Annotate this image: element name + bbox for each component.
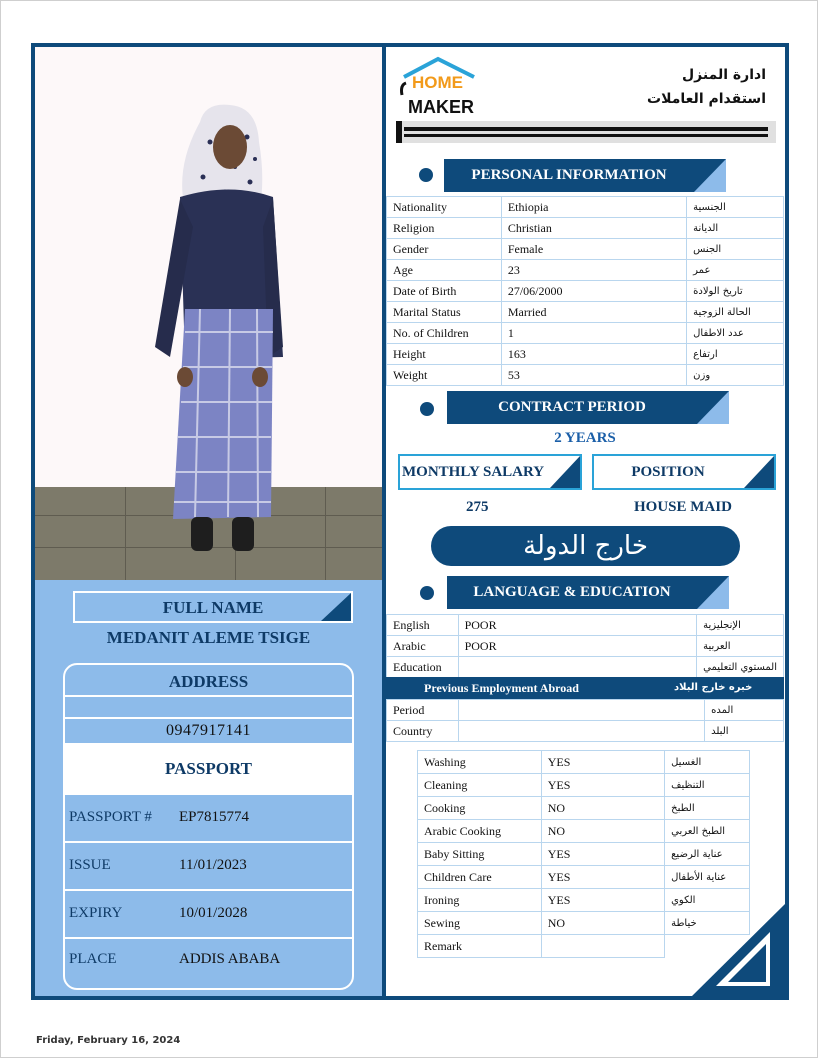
personal-info-row-label: Weight	[387, 365, 502, 386]
skill-row	[418, 774, 750, 797]
employment-row	[387, 721, 784, 742]
skill-row-label: Children Care	[418, 866, 542, 889]
monthly-salary-label: MONTHLY SALARY	[402, 464, 545, 480]
personal-info-row	[387, 323, 784, 344]
language-row-arabic: العربية	[697, 636, 784, 657]
phone-number: 0947917141	[166, 722, 251, 739]
contract-period-value: 2 YEARS	[554, 430, 616, 446]
personal-info-row	[387, 344, 784, 365]
employment-row-label: Period	[387, 700, 459, 721]
skill-row-value: NO	[541, 820, 664, 843]
personal-info-row	[387, 281, 784, 302]
abroad-badge: خارج الدولة	[431, 526, 740, 566]
expiry-label: EXPIRY	[69, 905, 123, 921]
language-row-arabic: المستوي التعليمي	[697, 657, 784, 678]
personal-info-row	[387, 239, 784, 260]
address-line	[65, 697, 352, 717]
skill-row	[418, 866, 750, 889]
passport-number-row	[65, 793, 352, 841]
expiry-value: 10/01/2028	[179, 905, 248, 921]
skill-row-value: YES	[541, 843, 664, 866]
remark-label: Remark	[418, 935, 542, 958]
personal-info-title: PERSONAL INFORMATION	[471, 167, 667, 183]
skill-row-label: Cleaning	[418, 774, 542, 797]
personal-info-row-value: 1	[501, 323, 686, 344]
logo-maker-text: MAKER	[408, 97, 474, 117]
employment-row-arabic: المده	[705, 700, 784, 721]
personal-info-row-label: Nationality	[387, 197, 502, 218]
personal-info-row-label: Date of Birth	[387, 281, 502, 302]
personal-info-row-arabic: تاريخ الولادة	[687, 281, 784, 302]
skill-row-arabic: الطبخ	[665, 797, 750, 820]
personal-info-row-label: Age	[387, 260, 502, 281]
personal-info-row-arabic: عدد الاطفال	[687, 323, 784, 344]
skill-row-label: Baby Sitting	[418, 843, 542, 866]
personal-info-row	[387, 260, 784, 281]
monthly-salary-box	[398, 454, 582, 490]
place-label: PLACE	[69, 951, 117, 967]
bullet-icon	[420, 402, 434, 416]
personal-info-row-arabic: الديانة	[687, 218, 784, 239]
language-row	[387, 657, 784, 678]
language-row-value: POOR	[458, 636, 697, 657]
contract-period-header	[447, 391, 729, 424]
skill-row-arabic: الطبخ العربي	[665, 820, 750, 843]
home-maker-logo	[398, 55, 478, 117]
personal-info-row-arabic: الجنسية	[687, 197, 784, 218]
employment-table	[386, 699, 784, 742]
skill-row-label: Washing	[418, 751, 542, 774]
employment-row-value	[458, 721, 704, 742]
personal-info-row	[387, 218, 784, 239]
header-rule	[396, 121, 776, 143]
personal-info-row-value: Married	[501, 302, 686, 323]
passport-number-value: EP7815774	[179, 809, 250, 825]
employment-row-arabic: البلد	[705, 721, 784, 742]
skill-row-arabic: الغسيل	[665, 751, 750, 774]
passport-issue-row	[65, 841, 352, 889]
skill-row-arabic: عناية الأطفال	[665, 866, 750, 889]
remark-value	[541, 935, 664, 958]
position-label: POSITION	[631, 464, 705, 480]
skill-row-value: YES	[541, 774, 664, 797]
personal-info-row-arabic: وزن	[687, 365, 784, 386]
personal-info-row-label: Gender	[387, 239, 502, 260]
previous-employment-title: Previous Employment Abroad	[424, 681, 579, 695]
personal-info-row	[387, 197, 784, 218]
employment-row-value	[458, 700, 704, 721]
language-row-value	[458, 657, 697, 678]
skill-row	[418, 820, 750, 843]
language-row-arabic: الإنجليزية	[697, 615, 784, 636]
language-row-label: Arabic	[387, 636, 459, 657]
full-name-label: FULL NAME	[162, 598, 264, 617]
personal-info-row-value: 163	[501, 344, 686, 365]
skill-row-arabic: التنظيف	[665, 774, 750, 797]
print-date: Friday, February 16, 2024	[36, 1035, 181, 1046]
full-name-header	[73, 591, 353, 623]
bullet-icon	[420, 586, 434, 600]
passport-place-row	[65, 937, 352, 990]
arabic-title-line2: استقدام العاملات	[647, 91, 766, 107]
position-box	[592, 454, 776, 490]
skill-row-label: Arabic Cooking	[418, 820, 542, 843]
logo-home-text: HOME	[412, 73, 463, 92]
personal-info-row-label: Height	[387, 344, 502, 365]
personal-info-row-arabic: الجنس	[687, 239, 784, 260]
skill-row-value: YES	[541, 889, 664, 912]
language-row-value: POOR	[458, 615, 697, 636]
skill-row-label: Cooking	[418, 797, 542, 820]
bullet-icon	[419, 168, 433, 182]
skill-row	[418, 797, 750, 820]
personal-info-row-value: Female	[501, 239, 686, 260]
employment-row-label: Country	[387, 721, 459, 742]
skill-row-value: NO	[541, 797, 664, 820]
corner-decoration	[690, 904, 785, 998]
personal-info-row-value: Christian	[501, 218, 686, 239]
personal-info-row-label: No. of Children	[387, 323, 502, 344]
position-value: HOUSE MAID	[634, 499, 732, 515]
language-row	[387, 636, 784, 657]
employment-row	[387, 700, 784, 721]
skill-row	[418, 843, 750, 866]
personal-info-row-value: 53	[501, 365, 686, 386]
language-row	[387, 615, 784, 636]
language-education-header	[447, 576, 729, 609]
personal-info-row-arabic: عمر	[687, 260, 784, 281]
language-row-label: English	[387, 615, 459, 636]
skill-row-value: YES	[541, 866, 664, 889]
column-divider	[382, 43, 386, 1000]
issue-label: ISSUE	[69, 857, 111, 873]
personal-info-header	[444, 159, 726, 192]
language-education-title: LANGUAGE & EDUCATION	[473, 584, 671, 600]
arabic-title-line1: ادارة المنزل	[682, 67, 766, 83]
skill-row-value: YES	[541, 751, 664, 774]
address-title: ADDRESS	[168, 672, 249, 691]
skill-row-arabic: عناية الرضيع	[665, 843, 750, 866]
language-table	[386, 614, 784, 678]
personal-info-row-arabic: ارتفاع	[687, 344, 784, 365]
previous-employment-header	[386, 677, 784, 699]
personal-info-table	[386, 196, 784, 386]
previous-employment-title-ar: خبره خارج البلاد	[674, 682, 753, 693]
full-name-value: MEDANIT ALEME TSIGE	[106, 628, 311, 647]
skill-row-arabic: الكوي	[665, 889, 750, 912]
address-passport-box	[63, 663, 354, 990]
issue-value: 11/01/2023	[179, 857, 247, 873]
arabic-agency-title	[647, 63, 766, 111]
passport-expiry-row	[65, 889, 352, 937]
skill-row-label: Sewing	[418, 912, 542, 935]
contract-period-title: CONTRACT PERIOD	[498, 399, 646, 415]
skill-row-value: NO	[541, 912, 664, 935]
personal-info-row-label: Marital Status	[387, 302, 502, 323]
personal-info-row-value: Ethiopia	[501, 197, 686, 218]
skill-row-arabic: خياطة	[665, 912, 750, 935]
personal-info-row-label: Religion	[387, 218, 502, 239]
place-value: ADDIS ABABA	[179, 951, 281, 967]
skill-row-label: Ironing	[418, 889, 542, 912]
monthly-salary-value: 275	[466, 499, 489, 515]
personal-info-row-value: 23	[501, 260, 686, 281]
skill-row	[418, 751, 750, 774]
language-row-label: Education	[387, 657, 459, 678]
personal-info-row	[387, 302, 784, 323]
candidate-photo	[35, 47, 382, 580]
personal-info-row-value: 27/06/2000	[501, 281, 686, 302]
passport-title: PASSPORT	[65, 745, 352, 793]
passport-number-label: PASSPORT #	[69, 809, 152, 825]
person-figure-icon	[35, 47, 382, 580]
personal-info-row-arabic: الحالة الزوجية	[687, 302, 784, 323]
personal-info-row	[387, 365, 784, 386]
